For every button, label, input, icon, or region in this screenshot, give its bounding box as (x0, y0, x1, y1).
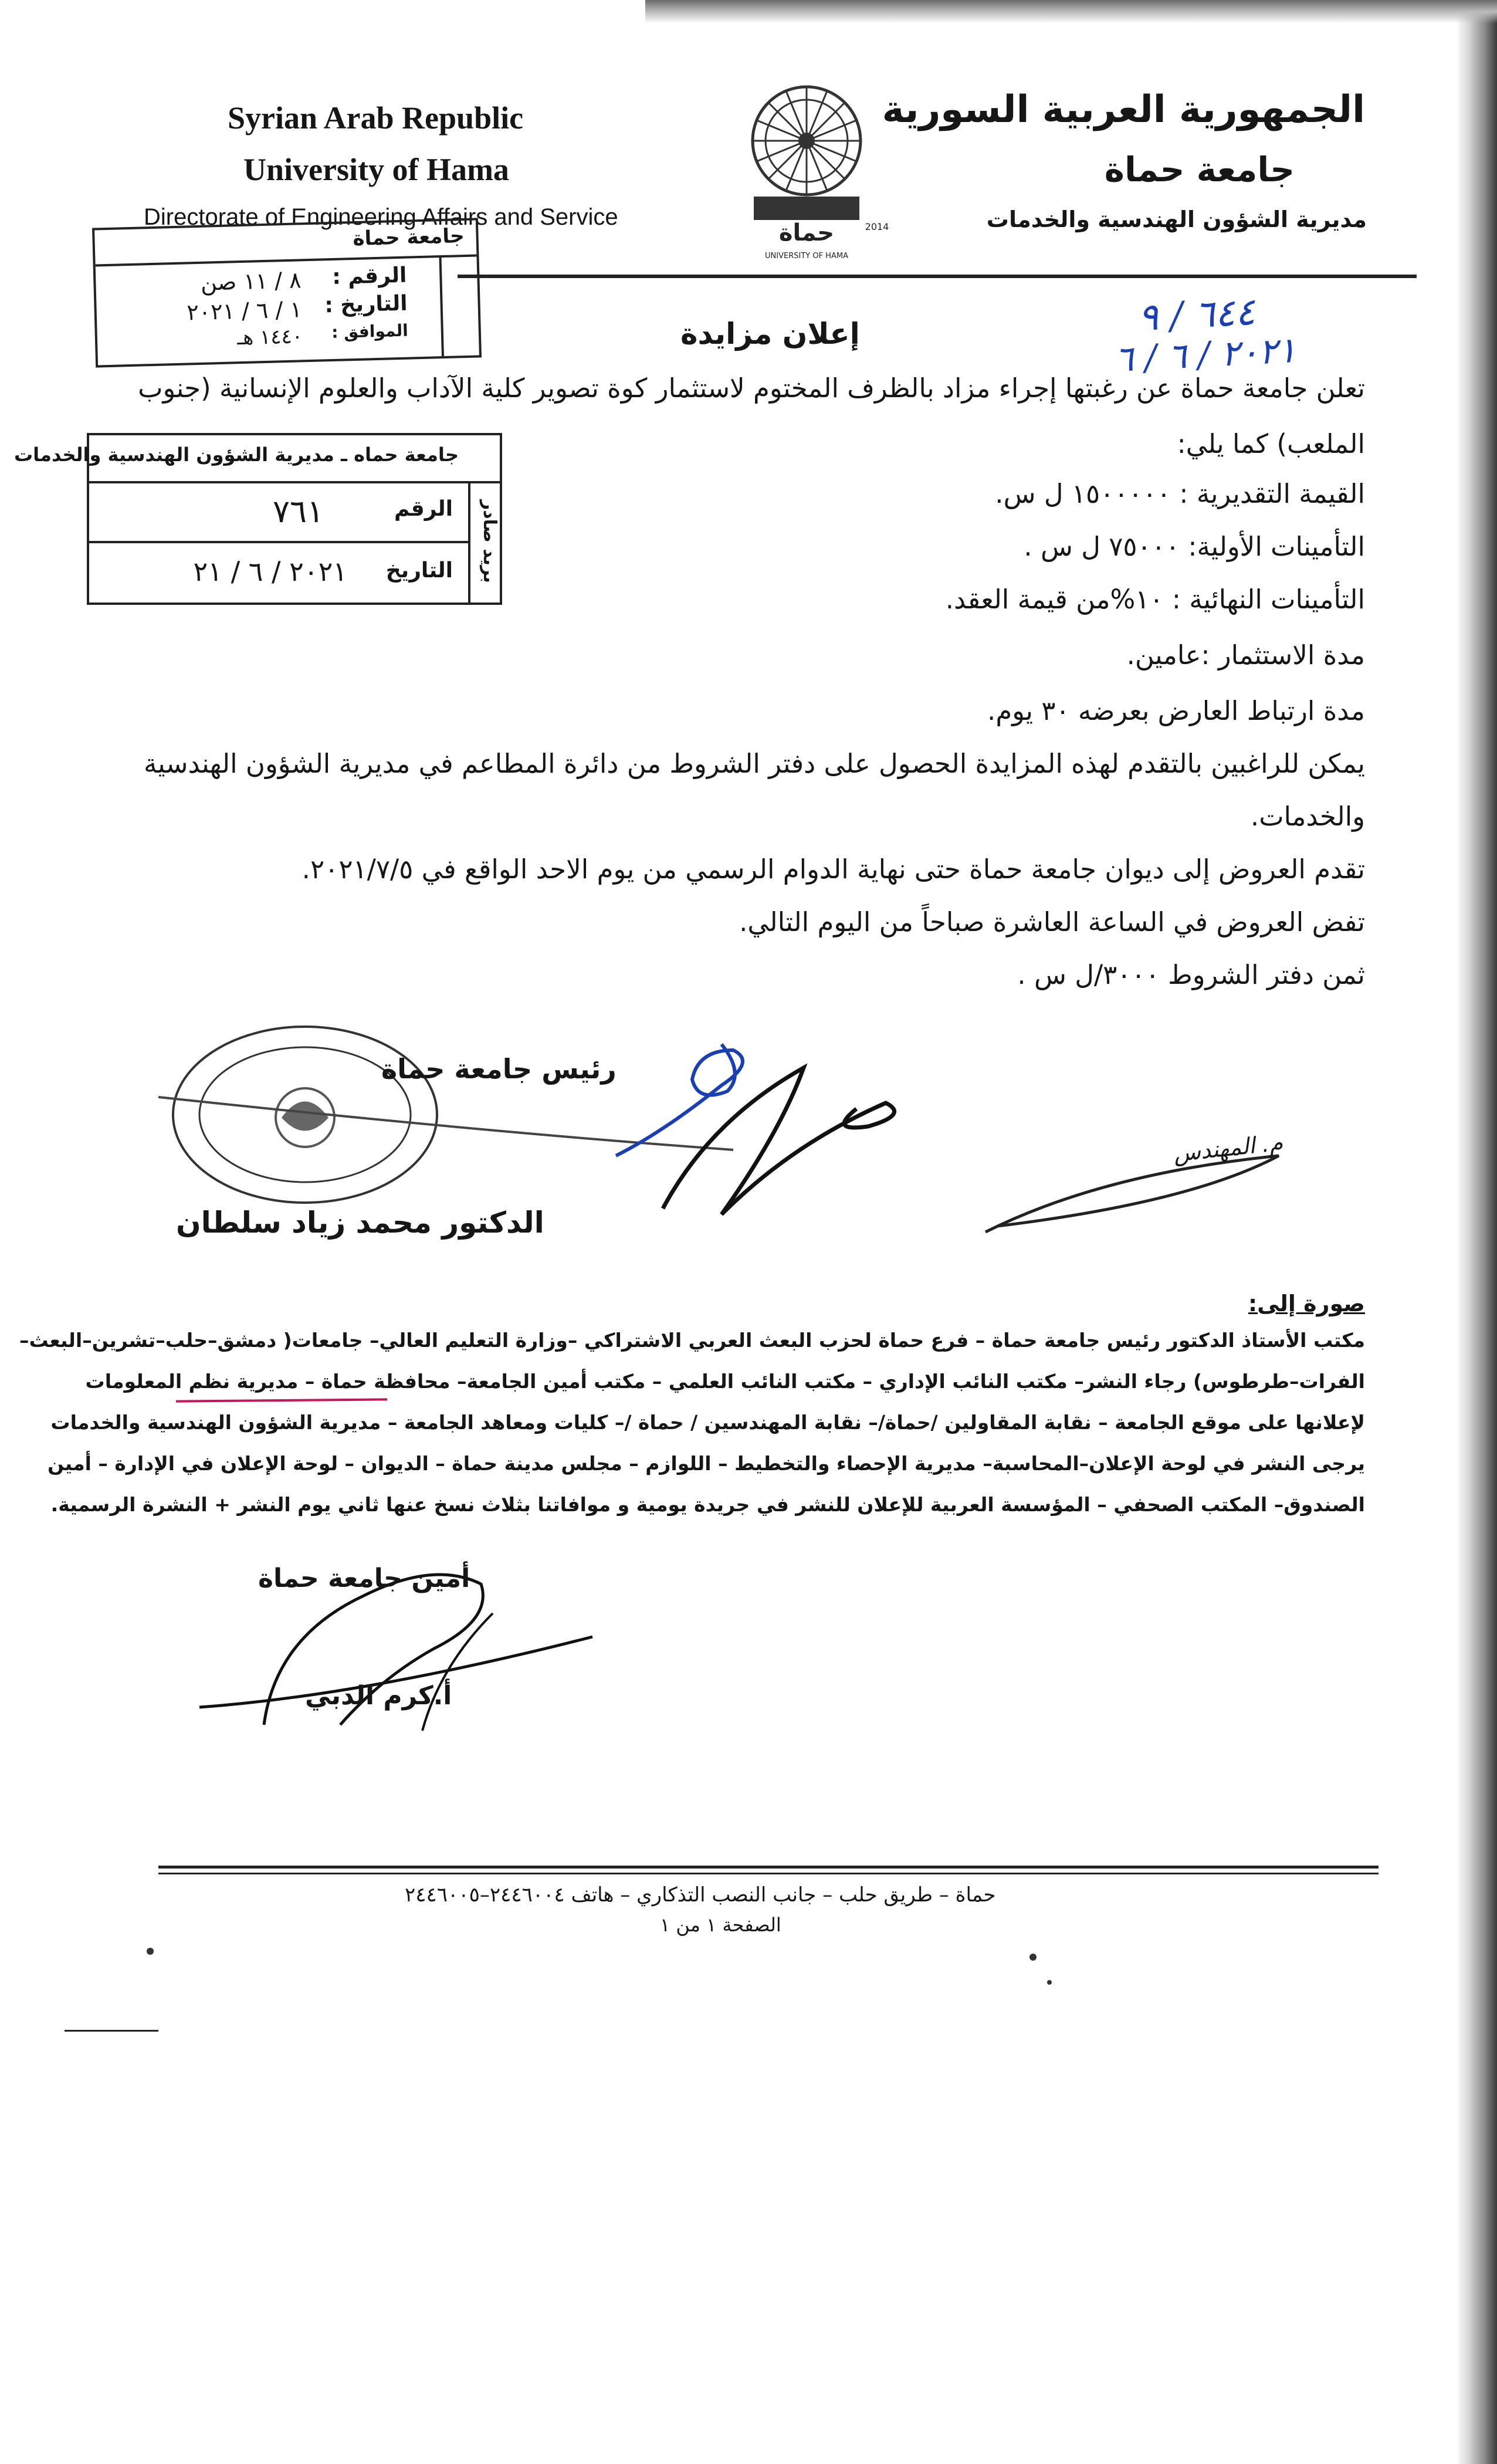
header-ar-country: الجمهورية العربية السورية (882, 88, 1365, 131)
stamp-outgoing-number: ٧٦١ (272, 493, 324, 530)
body-binding: مدة ارتباط العارض بعرضه ٣٠ يوم. (987, 695, 1365, 726)
cc-label: صورة إلى: (1248, 1291, 1365, 1316)
footer-divider-bottom (158, 1873, 1379, 1874)
stamp-incoming (92, 218, 482, 367)
scan-speck (1047, 1980, 1052, 1985)
cc-line-1: مكتب الأستاذ الدكتور رئيس جامعة حماة – فرع حماة لحزب البعث العربي الاشتراكي –وزارة التعليم العالي– جامعات( دمشق–حلب–تشرين–البعث– (19, 1329, 1365, 1352)
scan-speck (1029, 1954, 1037, 1961)
body-value: القيمة التقديرية : ١٥٠٠٠٠٠ ل س. (995, 478, 1365, 509)
secretary-title: أمين جامعة حماة (258, 1563, 470, 1593)
stamp-outgoing-side: بريد صادر (479, 500, 500, 583)
stamp-outgoing-title: جامعة حماه ـ مديرية الشؤون الهندسية والخدمات (13, 444, 459, 466)
university-logo (733, 76, 897, 264)
footer-page: الصفحة ١ من ١ (660, 1914, 781, 1936)
body-duration: مدة الاستثمار :عامين. (1126, 639, 1365, 671)
engineer-note: م. المهندس (1172, 1129, 1284, 1167)
body-intro-line-1: تعلن جامعة حماة عن رغبتها إجراء مزاد بالظرف المختوم لاستثمار كوة تصوير كلية الآداب والعلوم الإنسانية (جنوب (138, 373, 1365, 404)
stamp-outgoing (13, 433, 502, 605)
president-title: رئيس جامعة حماة (381, 1053, 617, 1085)
body-deadline: تقدم العروض إلى ديوان جامعة حماة حتى نهاية الدوام الرسمي من يوم الاحد الواقع في ٢٠٢١/٧/٥. (302, 854, 1365, 885)
secretary-name: أ.كرم الدبي (305, 1681, 452, 1711)
header-en-directorate: Directorate of Engineering Affairs and Service (144, 204, 618, 230)
handwritten-ref-number: ٦٤٤ / ٩ (1137, 290, 1256, 340)
header-divider (458, 275, 1417, 278)
body-final-deposit: التأمينات النهائية : ١٠%من قيمة العقد. (945, 584, 1365, 615)
stamp-outgoing-date-label: التاريخ (385, 559, 453, 583)
footer-address: حماة – طريق حلب – جانب النصب التذكاري – هاتف ٢٤٤٦٠٠٤–٢٤٤٦٠٠٥ (405, 1883, 996, 1907)
scan-speck (147, 1948, 154, 1955)
header-en-country: Syrian Arab Republic (228, 100, 524, 136)
cc-line-4: يرجى النشر في لوحة الإعلان–المحاسبة– مديرية الإحصاء والتخطيط – اللوازم – مجلس مدينة حماة – الديوان – لوحة الإعلان في الإدارة – أمين (48, 1452, 1365, 1475)
handwritten-ref-date: ٢٠٢١ / ٦ / ٦ (1113, 329, 1298, 381)
body-initial-deposit: التأمينات الأولية: ٧٥٠٠٠ ل س . (1024, 531, 1365, 562)
stamp-incoming-number: ٨ / ١١ صن (200, 267, 302, 296)
president-name: الدكتور محمد زياد سلطان (176, 1206, 544, 1240)
logo-caption: UNIVERSITY OF HAMA (765, 252, 848, 260)
body-intro-line-2: الملعب) كما يلي: (1177, 428, 1365, 459)
stamp-outgoing-date: ٢٠٢١ / ٦ / ٢١ (193, 556, 347, 587)
blue-signature (616, 1044, 743, 1156)
document-title: إعلان مزايدة (680, 317, 860, 351)
cc-highlight-underline (176, 1398, 387, 1402)
scan-top-shadow (645, 0, 1497, 23)
stamp-incoming-title: جامعة حماة (352, 224, 465, 251)
body-apply-line-1: يمكن للراغبين بالتقدم لهذه المزايدة الحصول على دفتر الشروط من دائرة المطاعم في مديرية الشؤون الهندسية (144, 748, 1365, 779)
body-opening: تفض العروض في الساعة العاشرة صباحاً من اليوم التالي. (739, 906, 1365, 937)
scan-mark (65, 2030, 158, 2032)
stamp-incoming-date: ١ / ٦ / ٢٠٢١ (186, 296, 303, 326)
stamp-incoming-hijri: ١٤٤٠ هـ (236, 324, 303, 350)
header-ar-directorate: مديرية الشؤون الهندسية والخدمات (986, 207, 1367, 232)
cc-line-3: لإعلانها على موقع الجامعة – نقابة المقاولين /حماة/– نقابة المهندسين / حماة /– كليات ومعاهد الجامعة – مديرية الشؤون الهندسية والخدمات (50, 1411, 1365, 1434)
body-apply-line-2: والخدمات. (1250, 801, 1365, 832)
cc-line-2: الفرات–طرطوس) رجاء النشر– مكتب النائب الإداري – مكتب النائب العلمي – مكتب أمين الجامعة– محافظة حماة – مديرية نظم المعلومات (85, 1370, 1365, 1393)
scan-edge-shadow (1456, 0, 1497, 2464)
logo-year: 2014 (865, 221, 889, 232)
body-price: ثمن دفتر الشروط ٣٠٠٠/ل س . (1017, 959, 1365, 990)
stamp-incoming-date-label: التاريخ : (324, 291, 408, 318)
header-en-university: University of Hama (243, 152, 509, 187)
footer-divider-top (158, 1866, 1379, 1869)
stamp-incoming-hijri-label: الموافق : (331, 320, 409, 343)
logo-name: حماة (778, 219, 835, 246)
stamp-incoming-number-label: الرقم : (331, 263, 407, 289)
header-ar-university: جامعة حماة (1104, 150, 1295, 189)
engineer-signature (985, 1156, 1279, 1232)
stamp-outgoing-number-label: الرقم (394, 497, 453, 521)
cc-line-5: الصندوق– المكتب الصحفي – المؤسسة العربية للإعلان للنشر في جريدة يومية و موافاتنا بثلاث نسخ عنها ثاني يوم النشر + النشرة الرسمية. (50, 1493, 1365, 1516)
